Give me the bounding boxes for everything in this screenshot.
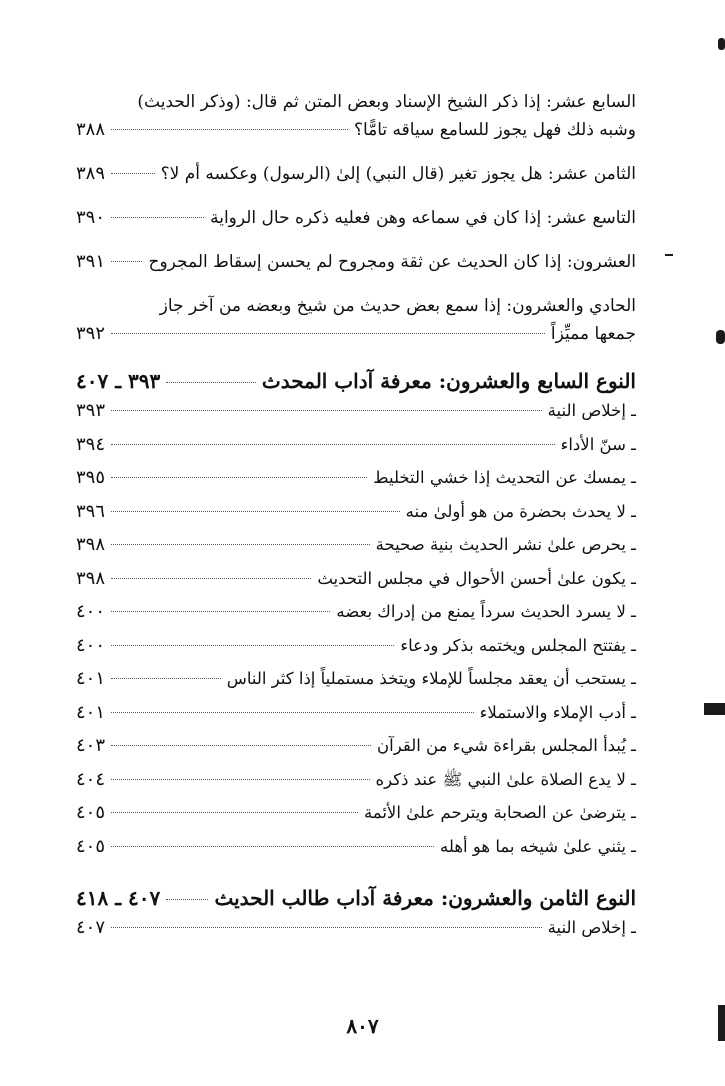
dot-leader [111,578,311,579]
dot-leader [111,444,555,445]
entry-line: وشبه ذلك فهل يجوز للسامع سياقه تامًّا؟ [353,120,636,140]
dot-leader [111,173,155,174]
page-ref: ٤٠٧ [76,917,106,938]
scan-mark [665,254,673,256]
page-ref: ٣٩٨ [76,567,106,589]
page-number: ٨٠٧ [346,1014,379,1038]
list-item [76,497,636,531]
item-text: ـ يكون علىٰ أحسن الأحوال في مجلس التحديث [317,568,636,588]
dot-leader [111,477,367,478]
page-ref: ٤٠٠ [76,601,106,622]
dot-leader [111,846,434,847]
page-ref: ٤٠٤ [76,768,106,790]
list-item [76,631,636,665]
page-ref: ٣٩٣ [76,400,106,421]
entry-line: السابع عشر: إذا ذكر الشيخ الإسناد وبعض المتن ثم قال: (وذكر الحديث) [137,92,636,112]
item-text: ـ يستحب أن يعقد مجلساً للإملاء ويتخذ مستملياً إذا كثر الناس [226,669,636,688]
page-ref: ٣٩٦ [76,500,106,522]
dot-leader [111,927,542,928]
page-ref: ٤٠٠ [76,634,106,656]
page-ref: ٣٩٥ [76,467,106,488]
page-ref: ٤٠١ [76,668,106,689]
dot-leader [111,333,545,334]
dot-leader [111,544,370,545]
dot-leader [111,779,370,780]
page-ref: ٣٩١ [76,251,106,272]
page-ref: ٣٩٠ [76,207,106,228]
item-text: ـ لا يسرد الحديث سرداً يمنع من إدراك بعضه [336,602,636,621]
toc-entry-20 [76,248,636,276]
dot-leader [166,382,256,383]
list-item [76,765,636,799]
list-item [76,832,636,866]
page-ref: ٤٠٥ [76,802,106,823]
dot-leader [111,611,330,612]
toc-entry-21 [76,292,636,348]
item-text: ـ لا يدع الصلاة علىٰ النبي ﷺ عند ذكره [375,769,636,789]
section-heading [76,883,636,913]
item-text: ـ سنّ الأداء [560,434,636,454]
list-item [76,798,636,832]
dot-leader [111,410,542,411]
page-ref: ٣٨٨ [76,119,106,140]
toc-entry-18 [76,160,636,188]
dot-leader [111,712,474,713]
list-item [76,564,636,598]
item-text: ـ لا يحدث بحضرة من هو أولىٰ منه [405,501,636,521]
dot-leader [111,745,371,746]
list-item [76,913,636,947]
item-text: ـ يثني علىٰ شيخه بما هو أهله [440,836,636,856]
page-ref: ٤٠٣ [76,735,106,756]
dot-leader [111,217,204,218]
list-item [76,463,636,497]
dot-leader [111,261,142,262]
dot-leader [111,812,358,813]
entry-line: جمعها مميِّزاً [550,324,636,344]
item-text: ـ يترضىٰ عن الصحابة ويترحم علىٰ الأئمة [363,803,636,822]
section-page-range: ٤٠٧ ـ ٤١٨ [76,886,161,910]
section-heading [76,366,636,396]
item-text: ـ يمسك عن التحديث إذا خشي التخليط [373,468,636,487]
dot-leader [111,645,394,646]
page-ref: ٣٩٢ [76,323,106,344]
item-text: ـ إخلاص النية [547,401,636,420]
page-ref: ٣٩٤ [76,433,106,455]
scan-mark [718,1005,725,1041]
dot-leader [111,511,400,512]
list-item [76,664,636,698]
section-title: النوع السابع والعشرون: معرفة آداب المحدث [261,369,636,393]
page-ref: ٣٩٨ [76,534,106,555]
entry-line: الثامن عشر: هل يجوز تغير (قال النبي) إلىٰ (الرسول) وعكسه أم لا؟ [160,164,636,184]
toc-entry-19 [76,204,636,232]
entry-line: الحادي والعشرون: إذا سمع بعض حديث من شيخ وبعضه من آخر جاز [159,296,636,316]
toc-entry-17 [76,88,636,144]
section-page-range: ٣٩٣ ـ ٤٠٧ [76,369,161,393]
scan-mark [718,38,725,50]
dot-leader [111,129,348,130]
item-text: ـ إخلاص النية [547,918,636,937]
item-text: ـ يُبدأ المجلس بقراءة شيء من القرآن [377,736,636,755]
dot-leader [166,899,208,900]
list-item [76,698,636,732]
table-of-contents [76,88,636,947]
page-ref: ٤٠١ [76,701,106,723]
list-item [76,396,636,430]
list-item [76,430,636,464]
page-ref: ٤٠٥ [76,835,106,857]
item-text: ـ يحرص علىٰ نشر الحديث بنية صحيحة [375,535,636,554]
item-text: ـ يفتتح المجلس ويختمه بذكر ودعاء [400,635,636,655]
scan-mark [704,703,725,715]
entry-line: التاسع عشر: إذا كان في سماعه وهن فعليه ذكره حال الرواية [210,208,636,228]
section-title: النوع الثامن والعشرون: معرفة آداب طالب الحديث [214,886,636,910]
scan-mark [716,330,725,344]
list-item [76,530,636,564]
list-item [76,597,636,631]
item-text: ـ أدب الإملاء والاستملاء [479,702,636,722]
list-item [76,731,636,765]
dot-leader [111,678,221,679]
page-ref: ٣٨٩ [76,163,106,184]
entry-line: العشرون: إذا كان الحديث عن ثقة ومجروح لم يحسن إسقاط المجروح [148,252,636,272]
